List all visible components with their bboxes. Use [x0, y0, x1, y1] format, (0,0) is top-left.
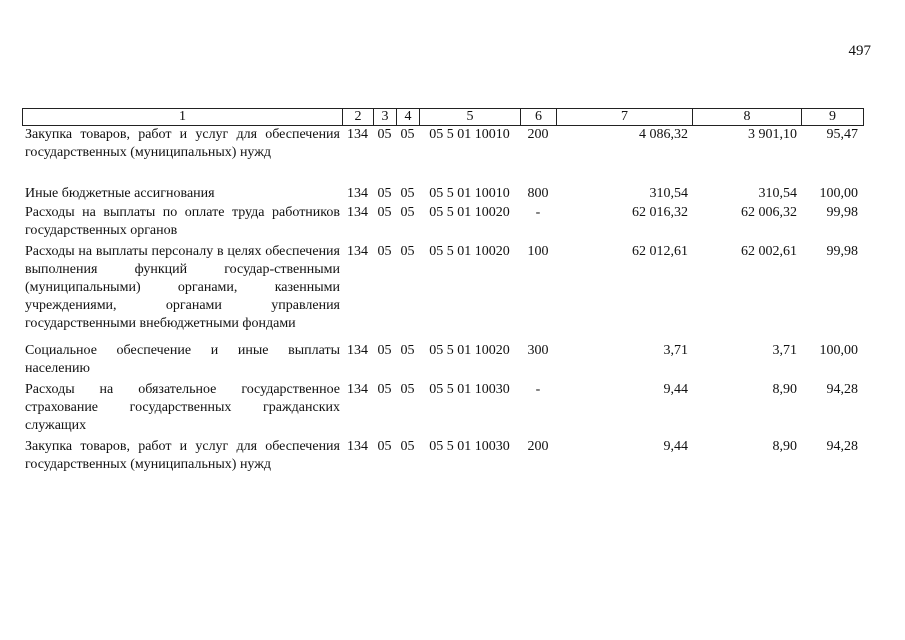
header-cell-7: 7 [557, 109, 693, 125]
table-row [22, 126, 864, 162]
row-value-7: 62 012,61 [632, 244, 688, 259]
table-row [22, 204, 864, 240]
table-row [22, 185, 864, 203]
header-cell-6: 6 [521, 109, 557, 125]
row-name: Расходы на выплаты по оплате труда работников государственных органов [25, 205, 340, 238]
table-header [22, 108, 864, 126]
row-code-3: 05 [377, 439, 392, 454]
row-code-2: 134 [347, 343, 368, 358]
row-code-2: 134 [347, 127, 368, 142]
table-row [22, 342, 864, 378]
table-row [22, 438, 864, 474]
row-value-9: 94,28 [826, 382, 858, 397]
row-code-3: 05 [377, 186, 392, 201]
row-value-9: 95,47 [826, 127, 858, 142]
row-code-4: 05 [400, 127, 415, 142]
row-code-5: 05 5 01 10030 [429, 382, 510, 397]
row-name: Закупка товаров, работ и услуг для обеспечения государственных (муниципальных) нужд [25, 439, 340, 472]
row-code-5: 05 5 01 10020 [429, 205, 510, 220]
row-code-5: 05 5 01 10020 [429, 343, 510, 358]
row-value-7: 4 086,32 [639, 127, 688, 142]
header-cell-3: 3 [374, 109, 397, 125]
header-cell-4: 4 [397, 109, 420, 125]
row-name: Расходы на обязательное государственное страхование государственных гражданских служащих [25, 382, 340, 433]
row-name: Закупка товаров, работ и услуг для обеспечения государственных (муниципальных) нужд [25, 127, 340, 160]
row-name: Социальное обеспечение и иные выплаты населению [25, 343, 340, 376]
header-cell-5: 5 [420, 109, 521, 125]
row-value-8: 62 006,32 [741, 205, 797, 220]
row-code-3: 05 [377, 382, 392, 397]
page-number: 497 [848, 43, 871, 59]
row-value-8: 8,90 [772, 382, 797, 397]
row-value-8: 3 901,10 [748, 127, 797, 142]
row-code-3: 05 [377, 343, 392, 358]
row-code-6: 100 [527, 244, 549, 259]
row-value-7: 62 016,32 [632, 205, 688, 220]
row-name: Расходы на выплаты персоналу в целях обеспечения выполнения функций государ-ственными (муниципальными) органами, казенными учреждениями, органами управления государственными внебюджетными фондами [25, 244, 340, 331]
row-code-4: 05 [400, 244, 415, 259]
row-code-2: 134 [347, 439, 368, 454]
budget-table [22, 108, 864, 474]
row-value-9: 100,00 [819, 343, 858, 358]
row-code-4: 05 [400, 439, 415, 454]
row-value-9: 99,98 [826, 205, 858, 220]
header-cell-9: 9 [829, 109, 836, 124]
row-value-7: 9,44 [663, 439, 688, 454]
row-value-9: 100,00 [819, 186, 858, 201]
header-cell-8: 8 [693, 109, 802, 125]
row-code-3: 05 [377, 127, 392, 142]
row-value-8: 3,71 [772, 343, 797, 358]
row-code-5: 05 5 01 10020 [429, 244, 510, 259]
row-code-6: 200 [527, 127, 549, 142]
row-code-3: 05 [377, 244, 392, 259]
row-code-6: - [535, 382, 541, 397]
row-code-5: 05 5 01 10010 [429, 186, 510, 201]
table-row [22, 381, 864, 435]
row-code-6: 800 [527, 186, 549, 201]
header-cell-1: 1 [23, 109, 343, 125]
row-code-4: 05 [400, 343, 415, 358]
row-value-9: 99,98 [826, 244, 858, 259]
row-value-7: 9,44 [663, 382, 688, 397]
row-value-9: 94,28 [826, 439, 858, 454]
row-value-7: 310,54 [649, 186, 688, 201]
row-code-2: 134 [347, 186, 368, 201]
row-code-6: - [535, 205, 541, 220]
row-code-2: 134 [347, 244, 368, 259]
row-value-7: 3,71 [663, 343, 688, 358]
row-code-5: 05 5 01 10010 [429, 127, 510, 142]
row-value-8: 310,54 [758, 186, 797, 201]
row-code-2: 134 [347, 205, 368, 220]
row-code-2: 134 [347, 382, 368, 397]
row-code-4: 05 [400, 205, 415, 220]
header-cell-2: 2 [343, 109, 374, 125]
row-code-3: 05 [377, 205, 392, 220]
row-code-4: 05 [400, 382, 415, 397]
table-row [22, 243, 864, 333]
row-code-5: 05 5 01 10030 [429, 439, 510, 454]
row-code-6: 200 [527, 439, 549, 454]
row-code-6: 300 [527, 343, 549, 358]
row-name: Иные бюджетные ассигнования [25, 186, 215, 201]
row-value-8: 8,90 [772, 439, 797, 454]
row-value-8: 62 002,61 [741, 244, 797, 259]
row-code-4: 05 [400, 186, 415, 201]
